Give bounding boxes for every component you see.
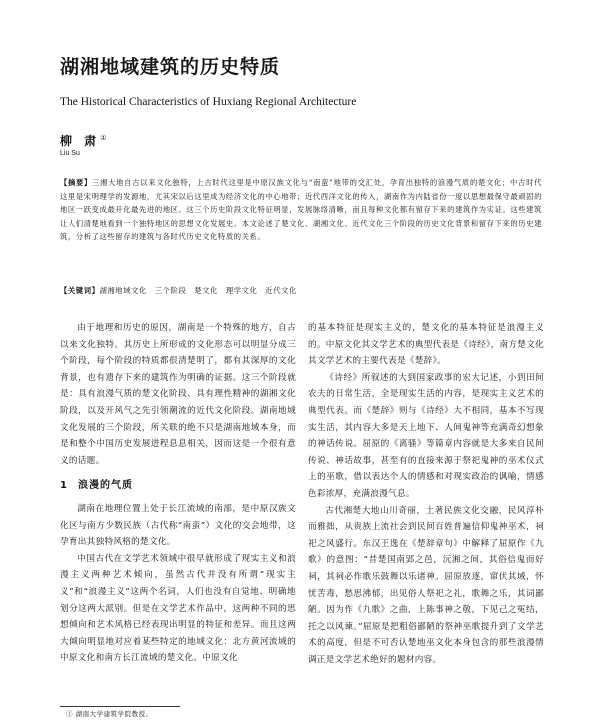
author-name bbox=[60, 132, 106, 149]
body-paragraph: 古代湘楚大地山川奇丽，土著民族文化交融，民风淳朴而雅拙，从贵族上流社会到民间百姓普遍信仰鬼神巫术，祠祀之风盛行。东汉王逸在《楚辞章句》中解释了屈原作《九歌》的意图：“昔楚国南郢之邑，沅湘之间，其俗信鬼而好祠，其祠必作歌乐鼓舞以乐诸神。屈原放逐，窜伏其域，怀忧苦毒，愁思沸郁，出见俗人祭祀之礼，歌舞之乐，其词鄙陋。因为作《九歌》之曲，上陈事神之敬，下见己之冤结，托之以风谏。”屈原是把粗俗鄙陋的祭神巫歌提升到了文学艺术的高度，但是不可否认楚地巫文化本身包含的那些浪漫情调正是文学艺术绝好的题材内容。 bbox=[308, 505, 544, 665]
body-paragraph: 中国古代在文学艺术领域中很早就形成了现实主义和浪漫主义两种艺术倾向，虽然古代并没有所谓“现实主义”和“浪漫主义”这两个名词，人们也没有自觉地、明确地划分这两大派别。但是在文学艺术作品中，这两种不同的思想倾向和艺术风格已经表现出明显的特征和差异。而且这两大倾向明显地对应着某些特定的地域文化：北方黄河流域的中原文化和南方长江流域的楚文化。中原文化 bbox=[60, 553, 296, 664]
abstract-label: 【摘要】 bbox=[60, 178, 93, 187]
body-paragraph: 湖南在地理位置上处于长江流域的南部，是中原汉族文化区与南方少数民族（古代称“南蛮”）文化的交会地带，这孕育出其独特风格的楚文化。 bbox=[60, 503, 296, 548]
section-title: 浪漫的气质 bbox=[77, 480, 133, 492]
body-paragraph: 《诗经》所叙述的大到国家政事的宏大记述，小到田间农夫的日常生活，全是现实生活的内容，是现实主义艺术的典型代表。而《楚辞》则与《诗经》大不相同，基本不写现实生活，其内容大多是天上地下、人间鬼神等充满奇幻想象的神话传说。屈原的《离骚》等篇章内容就是大多来自民间传说、神话故事，甚至有的直接来源于祭祀鬼神的巫术仪式上的巫歌，借以表达个人的情感和对现实政治的讽喻，情感色彩浓厚，充满浪漫气息。 bbox=[308, 372, 544, 499]
abstract bbox=[60, 176, 542, 244]
section-number: 1 bbox=[60, 480, 68, 492]
body-paragraph: 的基本特征是现实主义的，楚文化的基本特征是浪漫主义的。中原文化其文学艺术的典型代表是《诗经》，南方楚文化其文学艺术的主要代表是《楚辞》。 bbox=[308, 323, 544, 367]
keywords bbox=[60, 286, 542, 296]
body-paragraph: 由于地理和历史的原因，湖南是一个特殊的地方，自古以来文化独特。其历史上所形成的文化形态可以明显分成三个阶段，每个阶段的特质都很清楚明了，都有其深厚的文化背景，也有遗存下来的建筑作为明确的证据。这三个阶段就是：具有浪漫气质的楚文化阶段、具有理性精神的湖湘文化阶段，以及开风气之先引领潮流的近代文化阶段。湖南地域文化发展的三个阶段，所关联的绝不只是湖南地域本身，而是和整个中国历史发展进程息息相关，因而这是一个很有意义的话题。 bbox=[60, 323, 296, 466]
keywords-label: 【关键词】 bbox=[60, 286, 100, 295]
body-column-right bbox=[308, 320, 544, 668]
abstract-text: 三湘大地自古以来文化独特，上古时代这里是中原汉族文化与“南蛮”地带的交汇处，孕育出独特的浪漫气质的楚文化；中古时代这里是宋明理学的发源地，尤其宋以后这里成为经济文化的中心地带；近代西洋文化的传入，湖南作为内陆省份一度以思想最保守最顽固的地区一跃变成最开化最先进的地区。这三个历史阶段文化特征明显，发展脉络清晰，而且每种文化都有留存下来的建筑作为实证。这些建筑让人们清楚地看到一个独特地区的思想文化发展史。本文论述了楚文化、湖湘文化、近代文化三个阶段的历史文化背景和留存下来的历史建筑，分析了这些留存的建筑与各时代历史文化特质的关系。 bbox=[60, 178, 543, 241]
paper-title-english: The Historical Characteristics of Huxiang Regional Architecture bbox=[60, 96, 357, 108]
body-column-left bbox=[60, 320, 296, 667]
author-footnote-mark: ① bbox=[100, 134, 107, 142]
author-name-text: 柳 肃 bbox=[60, 134, 101, 148]
author-pinyin: Liu Su bbox=[60, 150, 80, 157]
keywords-text: 湖湘地域文化 三个阶段 楚文化 理学文化 近代文化 bbox=[99, 286, 297, 295]
footnote-divider bbox=[60, 706, 180, 707]
paper-title: 湖湘地域建筑的历史特质 bbox=[60, 56, 281, 78]
footnote: ① 湖南大学建筑学院教授。 bbox=[66, 710, 153, 718]
section-heading bbox=[60, 478, 296, 495]
